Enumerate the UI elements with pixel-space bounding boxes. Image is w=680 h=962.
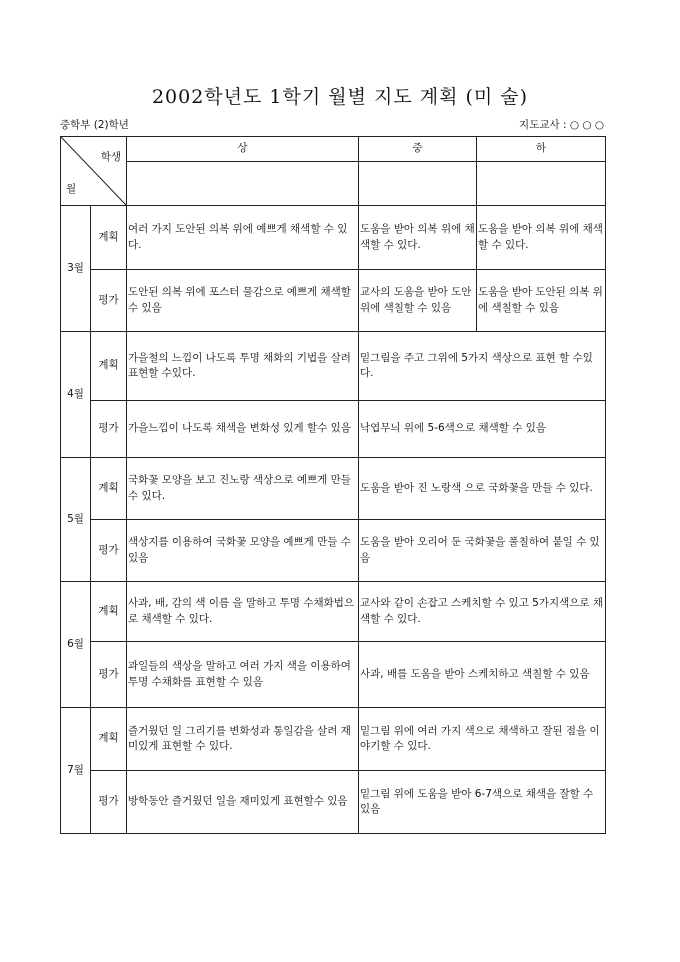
month-cell: 6월 <box>61 582 91 708</box>
plan-mid-low: 교사와 같이 손잡고 스케치할 수 있고 5가지색으로 채색할 수 있다. <box>359 582 606 642</box>
eval-label: 평가 <box>91 642 127 708</box>
eval-high: 방학동안 즐거웠던 일을 재미있게 표현할수 있음 <box>127 771 359 834</box>
corner-cell <box>61 137 127 206</box>
plan-label: 계획 <box>91 708 127 771</box>
table-row <box>61 520 606 582</box>
corner-month-label: 월 <box>66 182 77 195</box>
table-row <box>61 332 606 401</box>
grade-label: 중학부 (2)학년 <box>60 119 129 131</box>
level-mid-header: 중 <box>359 137 477 162</box>
month-cell: 4월 <box>61 332 91 458</box>
plan-mid-low: 밑그림을 주고 그위에 5가지 색상으로 표현 할 수있다. <box>359 332 606 401</box>
eval-low: 도움을 받아 도안된 의복 위에 색칠할 수 있음 <box>477 270 606 332</box>
header-row <box>61 137 606 162</box>
eval-label: 평가 <box>91 771 127 834</box>
plan-high: 여러 가지 도안된 의복 위에 예쁘게 채색할 수 있다. <box>127 206 359 270</box>
plan-high: 국화꽃 모양을 보고 진노랑 색상으로 예쁘게 만들 수 있다. <box>127 458 359 520</box>
eval-high: 가을느낌이 나도록 채색을 변화성 있게 할수 있음 <box>127 401 359 458</box>
eval-label: 평가 <box>91 520 127 582</box>
teacher-label: 지도교사 : ○ ○ ○ <box>519 119 604 131</box>
plan-high: 가을철의 느낌이 나도록 투명 채화의 기법을 살려 표현할 수있다. <box>127 332 359 401</box>
blank-cell <box>477 162 606 206</box>
table-row <box>61 401 606 458</box>
plan-mid: 도움을 받아 의복 위에 채색할 수 있다. <box>359 206 477 270</box>
eval-mid: 교사의 도움을 받아 도안위에 색칠할 수 있음 <box>359 270 477 332</box>
month-cell: 5월 <box>61 458 91 582</box>
plan-low: 도움을 받아 의복 위에 채색 할 수 있다. <box>477 206 606 270</box>
blank-cell <box>127 162 359 206</box>
blank-cell <box>359 162 477 206</box>
month-cell: 7월 <box>61 708 91 834</box>
plan-label: 계획 <box>91 458 127 520</box>
level-high-header: 상 <box>127 137 359 162</box>
monthly-plan-table <box>60 136 606 834</box>
table-row <box>61 206 606 270</box>
plan-label: 계획 <box>91 332 127 401</box>
plan-mid-low: 밑그림 위에 여러 가지 색으로 채색하고 잘된 점을 이야기할 수 있다. <box>359 708 606 771</box>
table-row <box>61 642 606 708</box>
eval-mid-low: 낙엽무늬 위에 5-6색으로 채색할 수 있음 <box>359 401 606 458</box>
eval-mid-low: 도움을 받아 오리어 둔 국화꽃을 풀칠하여 붙일 수 있음 <box>359 520 606 582</box>
plan-label: 계획 <box>91 582 127 642</box>
plan-high: 사과, 배, 감의 색 이름 을 말하고 투명 수채화법으로 채색할 수 있다. <box>127 582 359 642</box>
table-row <box>61 708 606 771</box>
plan-mid-low: 도움을 받아 진 노랑색 으로 국화꽃을 만들 수 있다. <box>359 458 606 520</box>
eval-high: 과일들의 색상을 말하고 여러 가지 색을 이용하여 투명 수채화를 표현할 수 있음 <box>127 642 359 708</box>
eval-label: 평가 <box>91 401 127 458</box>
eval-mid-low: 사과, 배를 도움을 받아 스케치하고 색칠할 수 있음 <box>359 642 606 708</box>
plan-high: 즐거웠던 일 그리기를 변화성과 통일감을 살려 재미있게 표현할 수 있다. <box>127 708 359 771</box>
table-row <box>61 270 606 332</box>
level-low-header: 하 <box>477 137 606 162</box>
header-blank-row <box>61 162 606 206</box>
eval-high: 색상지를 이용하여 국화꽃 모양을 예쁘게 만들 수 있음 <box>127 520 359 582</box>
eval-mid-low: 밑그림 위에 도움을 받아 6-7색으로 채색을 잘할 수 있음 <box>359 771 606 834</box>
month-cell: 3월 <box>61 206 91 332</box>
table-row <box>61 458 606 520</box>
page-title: 2002학년도 1학기 월별 지도 계획 (미 술) <box>151 86 529 108</box>
eval-high: 도안된 의복 위에 포스터 물감으로 예쁘게 채색할 수 있음 <box>127 270 359 332</box>
corner-student-label: 학생 <box>100 151 121 163</box>
eval-label: 평가 <box>91 270 127 332</box>
plan-label: 계획 <box>91 206 127 270</box>
table-row <box>61 771 606 834</box>
table-row <box>61 582 606 642</box>
